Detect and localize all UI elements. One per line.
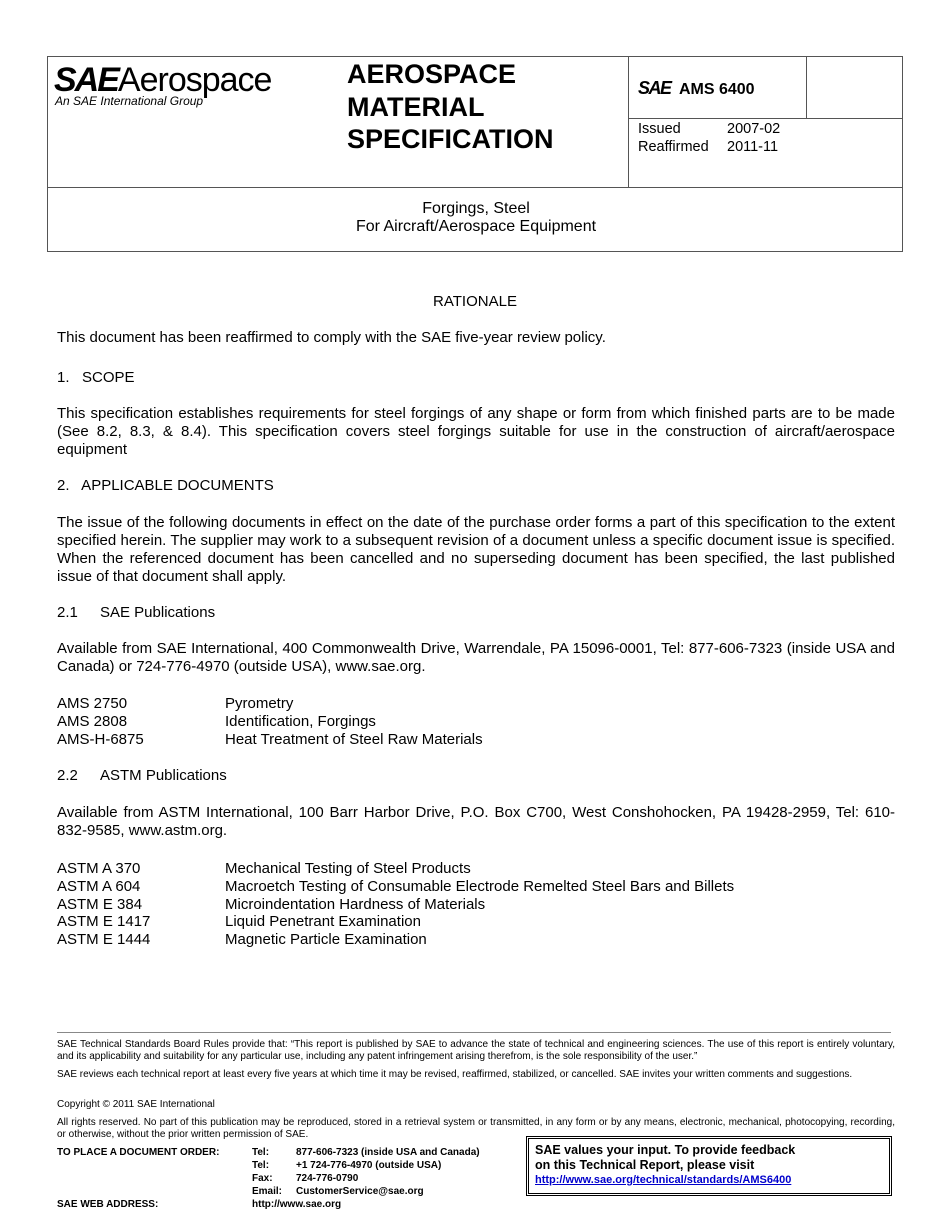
feedback-text: SAE values your input. To provide feedback [535,1143,796,1157]
reference-code: ASTM A 604 [57,877,141,895]
reference-title: Macroetch Testing of Consumable Electrode Remelted Steel Bars and Billets [225,877,735,895]
contact-row [252,1185,522,1198]
sae-aerospace-logo [54,63,271,108]
reference-code: ASTM E 1444 [57,931,151,949]
document-title-line2: For Aircraft/Aerospace Equipment [355,218,597,235]
astm-publications-heading [57,767,227,785]
issue-dates [638,120,780,156]
reference-code: AMS 2750 [57,695,128,712]
scope-heading: 1. SCOPE [57,369,135,386]
contact-value: +1 724-776-4970 (outside USA) [296,1160,442,1171]
scope-text: This specification establishes requirements for steel forgings of any shape or form from which finished parts are to be made (See 8.2, 8.3, & 8.4). This specification covers steel forgings suitable for use in the construction of aircraft/aerospace equipment [57,405,895,458]
reference-title: Heat Treatment of Steel Raw Materials [225,731,483,748]
rights-notice: All rights reserved. No part of this publication may be reproduced, stored in a retrieval system or transmitted, in any form or by any means, electronic, mechanical, photocopying, recording, or otherwise, without the prior written permission of SAE. [57,1117,895,1140]
spec-title-line: MATERIAL [347,91,485,122]
row-divider [48,187,903,188]
footer-divider [57,1032,891,1033]
order-contacts [252,1146,522,1198]
copyright: Copyright © 2011 SAE International [57,1099,215,1110]
applicable-documents-heading: 2. APPLICABLE DOCUMENTS [57,477,274,494]
logo-tagline: An SAE International Group [55,94,204,108]
contact-value: CustomerService@sae.org [296,1186,424,1197]
standards-board-rules: SAE Technical Standards Board Rules provide that: “This report is published by SAE to advance the state of technical and engineering sciences. The use of this report is entirely voluntary, and its applicability and suitability for any particular use, including any patent infringement arising therefrom, is the sole responsibility of the user.” [57,1039,895,1062]
contact-value: 724-776-0790 [296,1173,359,1184]
contact-row [252,1172,522,1185]
web-address-label: SAE WEB ADDRESS: [57,1199,159,1210]
reference-row [57,913,895,931]
rationale-text: This document has been reaffirmed to comply with the SAE five-year review policy. [57,329,606,346]
contact-row [252,1146,522,1159]
applicable-documents-text: The issue of the following documents in effect on the date of the purchase order forms a part of this specification to the extent specified herein. The supplier may work to a subsequent revision of a document unless a specific document issue is specified. When the referenced document has been cancelled and no superseding document has been specified, the last published issue of that document shall apply. [57,514,895,585]
reference-row [57,860,895,878]
column-divider [628,57,629,187]
contact-row [252,1159,522,1172]
issued-label: Issued [638,121,681,137]
reference-code: AMS-H-6875 [57,731,144,748]
reference-row [57,931,895,949]
order-label: TO PLACE A DOCUMENT ORDER: [57,1147,220,1158]
logo-product: Aerospace [117,61,272,99]
sae-references-list [57,695,895,749]
reference-row [57,695,895,713]
contact-label: Fax: [252,1173,273,1184]
sae-publications-heading [57,604,215,622]
section-title: SAE Publications [100,604,216,621]
reference-title: Microindentation Hardness of Materials [225,895,486,913]
spec-type-title [347,58,554,156]
reaffirmed-value: 2011-11 [727,139,779,155]
contact-label: Tel: [252,1160,270,1171]
reference-row [57,731,895,749]
reference-row [57,896,895,914]
reference-code: ASTM E 384 [57,895,143,913]
reference-code: ASTM E 1417 [57,913,151,931]
review-notice: SAE reviews each technical report at least every five years at which time it may be revised, reaffirmed, stabilized, or cancelled. SAE invites your written comments and suggestions. [57,1069,853,1080]
contact-label: Email: [252,1186,283,1197]
section-title: ASTM Publications [100,767,227,784]
header-box [47,56,903,252]
contact-value: 877-606-7323 (inside USA and Canada) [296,1147,480,1158]
feedback-box [526,1136,892,1196]
reference-title: Liquid Penetrant Examination [225,913,421,931]
rationale-heading: RATIONALE [433,293,517,310]
row-divider [628,118,903,119]
reference-row [57,878,895,896]
issued-value: 2007-02 [727,121,781,137]
spec-title-line: AEROSPACE [347,59,517,89]
sae-small-logo: SAE [638,78,671,98]
reference-code: AMS 2808 [57,713,128,730]
astm-publications-text: Available from ASTM International, 100 Barr Harbor Drive, P.O. Box C700, West Conshohocken, PA 19428-2959, Tel: 610-832-9585, www.astm.org. [57,804,895,839]
reference-title: Magnetic Particle Examination [225,931,427,949]
sae-publications-text: Available from SAE International, 400 Commonwealth Drive, Warrendale, PA 15096-0001, Tel: 877-606-7323 (inside USA and Canada) or 724-776-4970 (outside USA), www.sae.org. [57,640,895,675]
document-title-line1: Forgings, Steel [422,200,530,217]
web-address-link[interactable]: http://www.sae.org [252,1199,342,1210]
spec-title-line: SPECIFICATION [347,124,554,154]
doc-number: AMS 6400 [678,81,755,98]
section-number: 2.1 [57,604,78,621]
feedback-text: on this Technical Report, please visit [535,1158,755,1172]
logo-brand: SAE [54,61,118,99]
reaffirmed-label: Reaffirmed [638,139,709,155]
document-id [638,78,755,99]
astm-references-list [57,860,895,950]
column-divider [806,57,807,119]
reference-title: Mechanical Testing of Steel Products [225,860,471,877]
feedback-link[interactable]: http://www.sae.org/technical/standards/AMS6400 [535,1174,792,1186]
section-number: 2.2 [57,767,78,784]
contact-label: Tel: [252,1147,270,1158]
reference-row [57,713,895,731]
reference-code: ASTM A 370 [57,860,141,877]
reference-title: Pyrometry [225,695,294,712]
reference-title: Identification, Forgings [225,713,376,730]
